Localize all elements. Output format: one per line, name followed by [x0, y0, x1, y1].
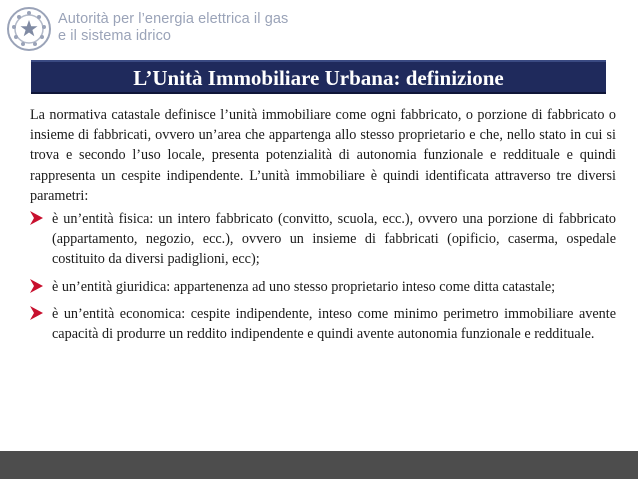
slide-title: L’Unità Immobiliare Urbana: definizione [133, 66, 504, 90]
arrow-bullet-icon [30, 306, 43, 320]
organization-name-line2: e il sistema idrico [58, 28, 172, 44]
slide-content [30, 105, 616, 351]
arrow-bullet-icon [30, 279, 43, 293]
intro-paragraph: La normativa catastale definisce l’unità immobiliare come ogni fabbricato, o porzione di fabbricato o insieme di fabbricati, ovvero un’area che appartenga allo stesso proprietario e che, nello stato in cui si trova e secondo l’uso locale, presenta potenzialità di autonomia funzionale e reddituale e quindi rappresenta un cespite indipendente. L’unità immobiliare è quindi identificata attraverso tre diversi parametri: [30, 107, 616, 204]
list-item [30, 209, 616, 270]
bullet-text: è un’entità fisica: un intero fabbricato (convitto, scuola, ecc.), ovvero una porzione di fabbricato (appartamento, negozio, ecc.), ovvero un insieme di fabbricati (opificio, caserma, ospedale costituito da diversi padiglioni, ecc); [52, 211, 616, 268]
title-bar [31, 60, 606, 94]
list-item [30, 304, 616, 344]
organization-name-line1: Autorità per l’energia elettrica il gas [58, 11, 289, 27]
bullet-text: è un’entità economica: cespite indipendente, inteso come minimo perimetro immobiliare avente capacità di produrre un reddito indipendente e quindi avente autonomia funzionale e reddituale. [52, 305, 616, 343]
bullet-list [30, 209, 616, 344]
footer-bar [0, 451, 638, 479]
italian-republic-emblem-icon [6, 6, 52, 52]
organization-name [58, 11, 288, 45]
arrow-bullet-icon [30, 211, 43, 225]
header-logo [6, 6, 336, 52]
bullet-text: è un’entità giuridica: appartenenza ad uno stesso proprietario inteso come ditta catastale; [52, 278, 556, 295]
list-item [30, 277, 616, 297]
